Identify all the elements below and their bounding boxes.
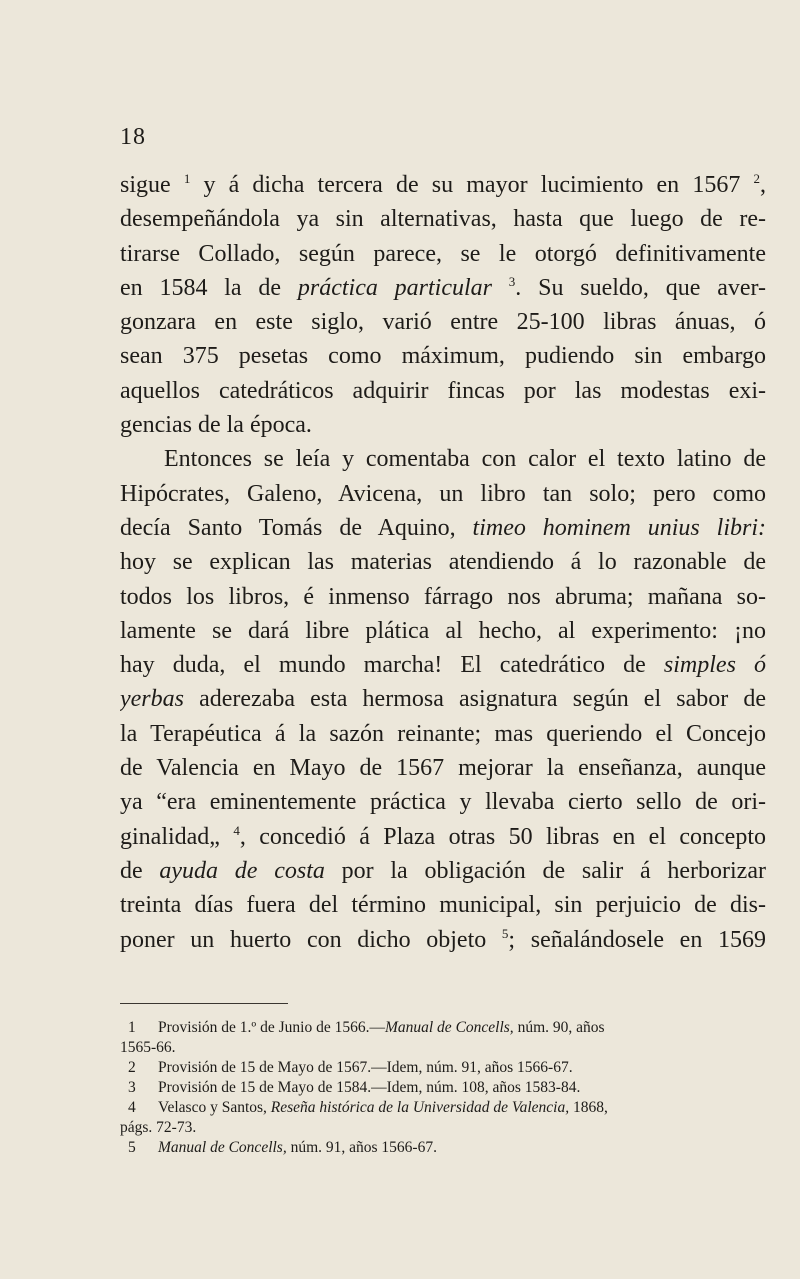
italic-phrase: ayuda de costa: [159, 857, 325, 884]
text-line: sigue $^1$ y á dicha tercera de su mayor lucimiento en 1567 $^2$,: [120, 171, 766, 198]
text-line: aquellos catedráticos adquirir fincas por las modestas exi-: [120, 377, 766, 404]
text-line: de ayuda de costa por la obligación de salir á herborizar: [120, 857, 766, 884]
text-line: ya “era eminentemente práctica y llevaba cierto sello de ori-: [120, 789, 766, 816]
italic-phrase: práctica particular: [297, 274, 492, 301]
text-line: todos los libros, é inmenso fárrago nos abruma; mañana so-: [120, 583, 766, 610]
text-line: en 1584 la de práctica particular $^3$. Su sueldo, que aver-: [120, 273, 766, 301]
footnote-continuation: 1565-66.: [120, 1039, 176, 1056]
text-line: desempeñándola ya sin alternativas, hasta que luego de re-: [120, 206, 766, 233]
text-line: yerbas aderezaba esta hermosa asignatura según el sabor de: [120, 686, 766, 713]
text-line: de Valencia en Mayo de 1567 mejorar la enseñanza, aunque: [120, 755, 766, 782]
footnote-ref: 3: [508, 273, 516, 289]
footnote-ref: 5: [501, 925, 509, 941]
text-line: decía Santo Tomás de Aquino, timeo hominem unius libri:: [120, 514, 766, 541]
footnote-ref: 1: [183, 171, 191, 186]
footnote-ref: 2: [753, 171, 760, 186]
footnote: 2 Provisión de 15 de Mayo de 1567.—Idem, núm. 91, años 1566-67.: [128, 1059, 573, 1076]
italic-phrase: yerbas: [120, 686, 184, 713]
footnote: 4 Velasco y Santos, Reseña histórica de la Universidad de Valencia, 1868,: [128, 1099, 608, 1116]
text-line: gencias de la época.: [120, 412, 312, 439]
text-line: Entonces se leía y comentaba con calor el texto latino de: [164, 446, 766, 473]
italic-phrase: timeo hominem unius libri:: [472, 514, 766, 541]
text-line: poner un huerto con dicho objeto $^5$; señalándosele en 1569: [120, 925, 766, 953]
text-line: ginalidad„ $^4$, concedió á Plaza otras 50 libras en el concepto: [120, 822, 766, 850]
text-line: hoy se explican las materias atendiendo á lo razonable de: [120, 549, 766, 576]
page-number: 18: [120, 124, 146, 150]
footnote: 1 Provisión de 1.º de Junio de 1566.—Manual de Concells, núm. 90, años: [128, 1019, 605, 1036]
text-line: hay duda, el mundo marcha! El catedrático de simples ó: [120, 652, 766, 679]
footnotes: [120, 1018, 766, 1158]
text-line: gonzara en este siglo, varió entre 25-100 libras ánuas, ó: [120, 309, 766, 336]
footnote-continuation: págs. 72-73.: [120, 1119, 197, 1136]
text-line: Hipócrates, Galeno, Avicena, un libro tan solo; pero como: [120, 480, 766, 507]
footnote-ref: 4: [233, 822, 240, 838]
footnote: 5 Manual de Concells, núm. 91, años 1566-67.: [128, 1139, 437, 1156]
text-line: la Terapéutica á la sazón reinante; mas queriendo el Concejo: [120, 720, 766, 747]
italic-phrase: simples ó: [663, 652, 766, 679]
footnote-separator: [120, 1003, 288, 1004]
text-line: sean 375 pesetas como máximum, pudiendo sin embargo: [120, 343, 766, 370]
body-text: [120, 168, 766, 957]
text-line: tirarse Collado, según parece, se le otorgó definitivamente: [120, 240, 766, 267]
footnote: 3 Provisión de 15 de Mayo de 1584.—Idem, núm. 108, años 1583-84.: [128, 1079, 581, 1096]
text-line: lamente se dará libre plática al hecho, al experimento: ¡no: [120, 617, 766, 644]
text-line: treinta días fuera del término municipal, sin perjuicio de dis-: [120, 892, 766, 919]
